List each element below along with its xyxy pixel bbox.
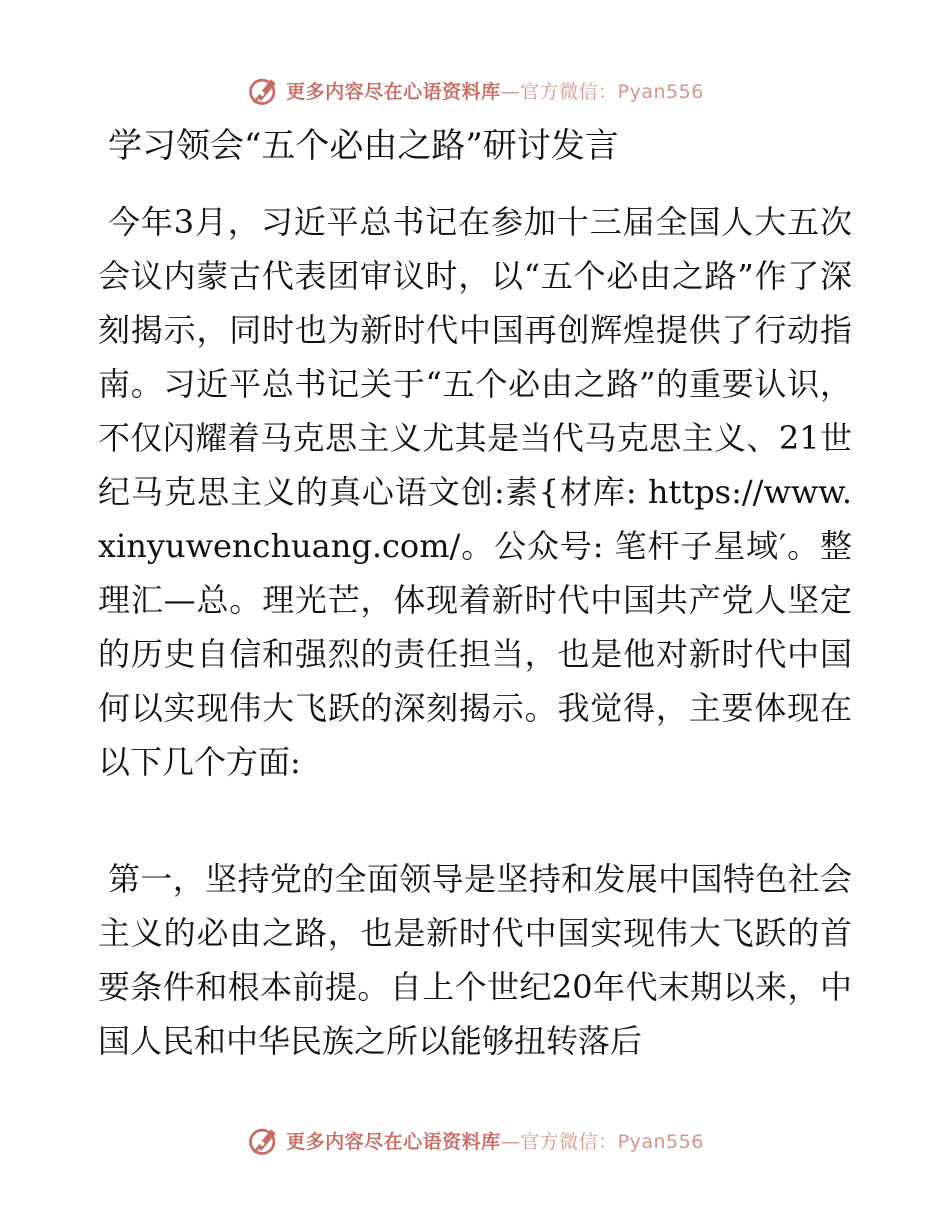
watermark-text: 更多内容尽在心语资料库 [286, 1130, 501, 1153]
pen-nib-logo-icon [246, 72, 282, 108]
paragraph-intro: 今年3月，习近平总书记在参加十三届全国人大五次会议内蒙古代表团审议时，以“五个必由之路”作了深刻揭示，同时也为新时代中国再创辉煌提供了行动指南。习近平总书记关于“五个必由之路”的重要认识，不仅闪耀着马克思主义尤其是当代马克思主义、21世纪马克思主义的真心语文创:素{材库: https://www.xinyuwenchuang.com/。公众号: 笔杆子星域′。整理汇—总。理光芒，体现着新时代中国共产党人坚定的历史自信和强烈的责任担当，也是他对新时代中国何以实现伟大飞跃的深刻揭示。我觉得，主要体现在以下几个方面: [98, 203, 852, 781]
header-watermark [0, 70, 950, 110]
document-title: 学习领会“五个必由之路”研讨发言 [108, 126, 619, 166]
paragraph-first-point: 第一，坚持党的全面领导是坚持和发展中国特色社会主义的必由之路，也是新时代中国实现伟大飞跃的首要条件和根本前提。自上个世纪20年代末期以来，中国人民和中华民族之所以能够扭转落后 [98, 860, 852, 1060]
footer-watermark [0, 1120, 950, 1160]
watermark-contact: —官方微信：Pyan556 [500, 80, 704, 103]
watermark-contact: —官方微信：Pyan556 [500, 1130, 704, 1153]
watermark-text: 更多内容尽在心语资料库 [286, 80, 501, 103]
pen-nib-logo-icon [246, 1122, 282, 1158]
